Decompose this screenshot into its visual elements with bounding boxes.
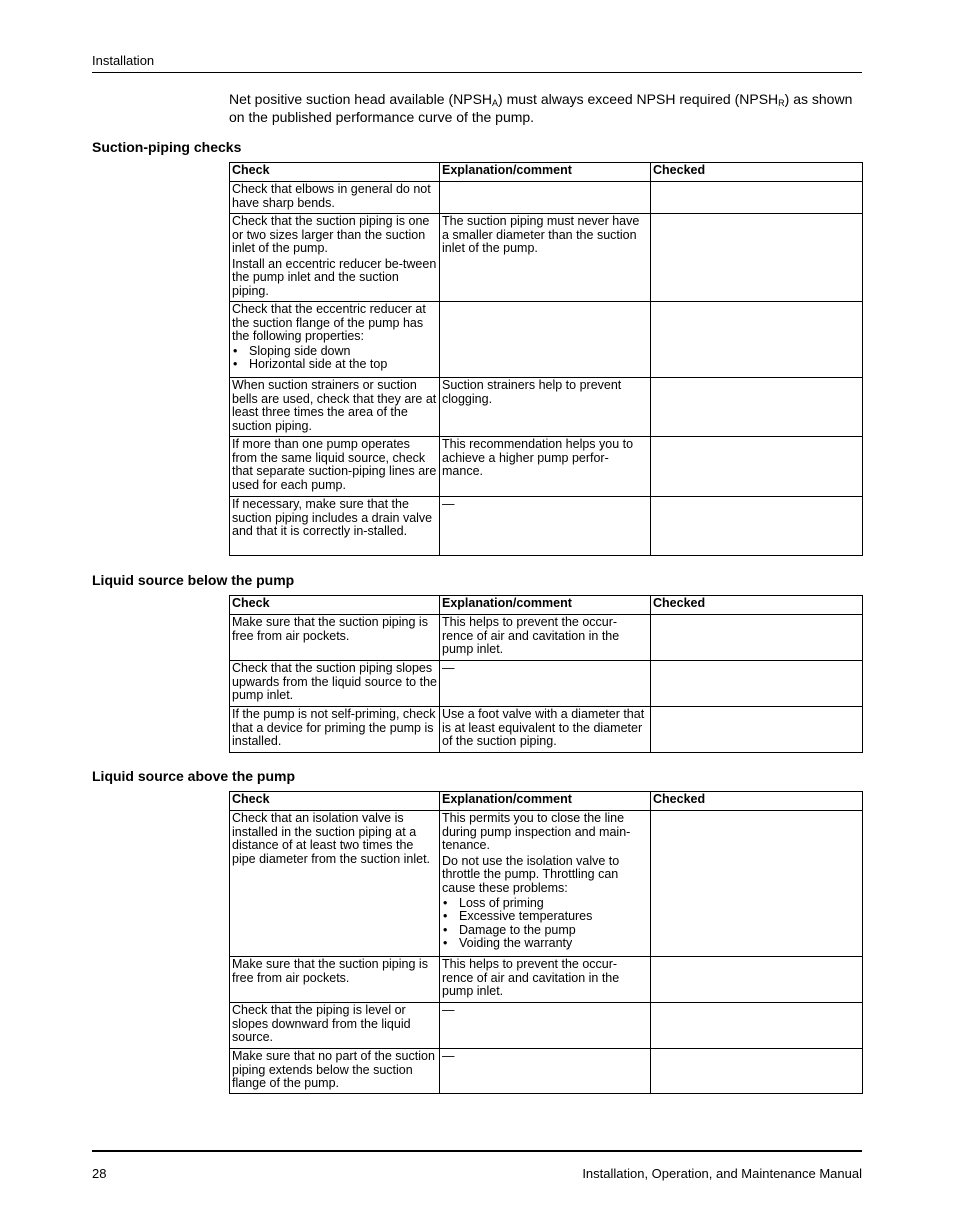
column-header-check: Check [230,596,440,615]
checked-cell[interactable] [651,378,863,437]
table-row [230,1049,863,1094]
check-cell-text: Check that the piping is level or slopes downward from the liquid source. [232,1003,411,1045]
bullet-item: • Loss of priming [442,897,648,911]
explanation-cell-text: Suction strainers help to prevent clogging. [442,378,622,406]
check-cell [230,1049,440,1094]
check-cell-text: Check that an isolation valve is installed in the suction piping at a distance of at least two times the pipe diameter from the suction inlet. [232,811,431,866]
npsh-intro-paragraph: Net positive suction head available $(NPSH_A)$ must always exceed NPSH required $(NPSH_R)$ as shown on the published performance curve of the pump. [229,91,853,125]
checked-cell[interactable] [651,661,863,707]
column-header-checked: Checked [651,596,863,615]
explanation-cell-bullet-list [442,897,648,951]
table-row [230,615,863,661]
column-header-checked: Checked [651,163,863,182]
bullet-item: • Voiding the warranty [442,937,648,951]
explanation-cell [440,707,651,753]
check-cell [230,302,440,378]
bullet-item: • Horizontal side at the top [232,358,437,372]
check-cell [230,437,440,497]
explanation-cell [440,214,651,302]
explanation-cell [440,182,651,214]
explanation-cell [440,615,651,661]
check-cell [230,182,440,214]
check-cell-text: If the pump is not self-priming, check that a device for priming the pump is installed. [232,707,436,749]
check-cell [230,214,440,302]
table-row [230,302,863,378]
explanation-cell [440,957,651,1003]
explanation-cell-text: This recommendation helps you to achieve a higher pump perfor-mance. [442,437,634,479]
checked-cell[interactable] [651,707,863,753]
running-header: Installation [92,53,862,73]
table-row [230,661,863,707]
table-row [230,497,863,556]
page-number: 28 [92,1166,107,1181]
section-title-liquid-below: Liquid source below the pump [92,572,295,588]
check-cell [230,707,440,753]
explanation-cell-text: — [442,661,455,675]
check-cell [230,497,440,556]
explanation-cell [440,1049,651,1094]
check-cell-text: If necessary, make sure that the suction piping includes a drain valve and that it is correctly in-stalled. [232,497,433,539]
section-title-suction-piping: Suction-piping checks [92,139,242,155]
check-cell-text: Make sure that the suction piping is free from air pockets. [232,615,428,643]
checked-cell[interactable] [651,615,863,661]
check-cell-text: Check that elbows in general do not have sharp bends. [232,182,431,210]
check-cell-text: Install an eccentric reducer be-tween the pump inlet and the suction piping. [232,256,437,298]
checked-cell[interactable] [651,214,863,302]
checked-cell[interactable] [651,811,863,957]
explanation-cell-text: The suction piping must never have a smaller diameter than the suction inlet of the pump. [442,214,640,256]
explanation-cell [440,497,651,556]
bullet-item: • Excessive temperatures [442,910,648,924]
check-cell-text: When suction strainers or suction bells are used, check that they are at least three times the area of the suction piping. [232,378,437,433]
explanation-cell [440,1003,651,1049]
check-cell [230,1003,440,1049]
check-cell-text: Make sure that the suction piping is free from air pockets. [232,957,428,985]
explanation-cell-text: — [442,1003,455,1017]
column-header-check: Check [230,792,440,811]
check-cell [230,811,440,957]
section-title-liquid-above: Liquid source above the pump [92,768,296,784]
explanation-cell [440,661,651,707]
bullet-item: • Sloping side down [232,345,437,359]
suction-piping-checks-table [229,162,863,556]
check-cell [230,615,440,661]
table-row [230,707,863,753]
check-cell [230,378,440,437]
check-cell-text: Check that the suction piping slopes upwards from the liquid source to the pump inlet. [232,661,437,703]
table-row [230,182,863,214]
checked-cell[interactable] [651,1003,863,1049]
footer-rule [92,1150,862,1152]
table-row [230,1003,863,1049]
explanation-cell [440,378,651,437]
table-row [230,811,863,957]
explanation-cell-text: — [442,1049,455,1063]
check-cell [230,957,440,1003]
column-header-explanation: Explanation/comment [440,792,651,811]
table-header-row [230,163,863,182]
check-cell-text: Check that the suction piping is one or two sizes larger than the suction inlet of the pump. [232,214,430,256]
liquid-above-pump-table [229,791,863,1094]
table-header-row [230,792,863,811]
checked-cell[interactable] [651,302,863,378]
explanation-cell [440,811,651,957]
check-cell-bullet-list [232,345,437,372]
checked-cell[interactable] [651,497,863,556]
check-cell-text: Check that the eccentric reducer at the suction flange of the pump has the following properties: [232,302,426,344]
bullet-item: • Damage to the pump [442,924,648,938]
column-header-check: Check [230,163,440,182]
liquid-below-pump-table [229,595,863,753]
checked-cell[interactable] [651,957,863,1003]
column-header-explanation: Explanation/comment [440,596,651,615]
explanation-cell [440,302,651,378]
column-header-explanation: Explanation/comment [440,163,651,182]
document-title: Installation, Operation, and Maintenance Manual [582,1166,862,1181]
explanation-cell-text: — [442,497,455,511]
table-row [230,957,863,1003]
check-cell [230,661,440,707]
explanation-cell-text: This helps to prevent the occur-rence of air and cavitation in the pump inlet. [442,957,620,999]
explanation-cell-text: This helps to prevent the occur-rence of air and cavitation in the pump inlet. [442,615,620,657]
table-row [230,378,863,437]
explanation-cell-text: Use a foot valve with a diameter that is at least equivalent to the diameter of the suction piping. [442,707,645,749]
checked-cell[interactable] [651,182,863,214]
table-row [230,214,863,302]
explanation-cell-text: This permits you to close the line during pump inspection and main-tenance. [442,811,631,853]
table-row [230,437,863,497]
check-cell-text: Make sure that no part of the suction piping extends below the suction flange of the pump. [232,1049,435,1091]
explanation-cell-text: Do not use the isolation valve to throttle the pump. Throttling can cause these problems: [442,853,620,895]
check-cell-text: If more than one pump operates from the same liquid source, check that separate suction-piping lines are used for each pump. [232,437,437,492]
column-header-checked: Checked [651,792,863,811]
explanation-cell [440,437,651,497]
table-header-row [230,596,863,615]
checked-cell[interactable] [651,1049,863,1094]
checked-cell[interactable] [651,437,863,497]
